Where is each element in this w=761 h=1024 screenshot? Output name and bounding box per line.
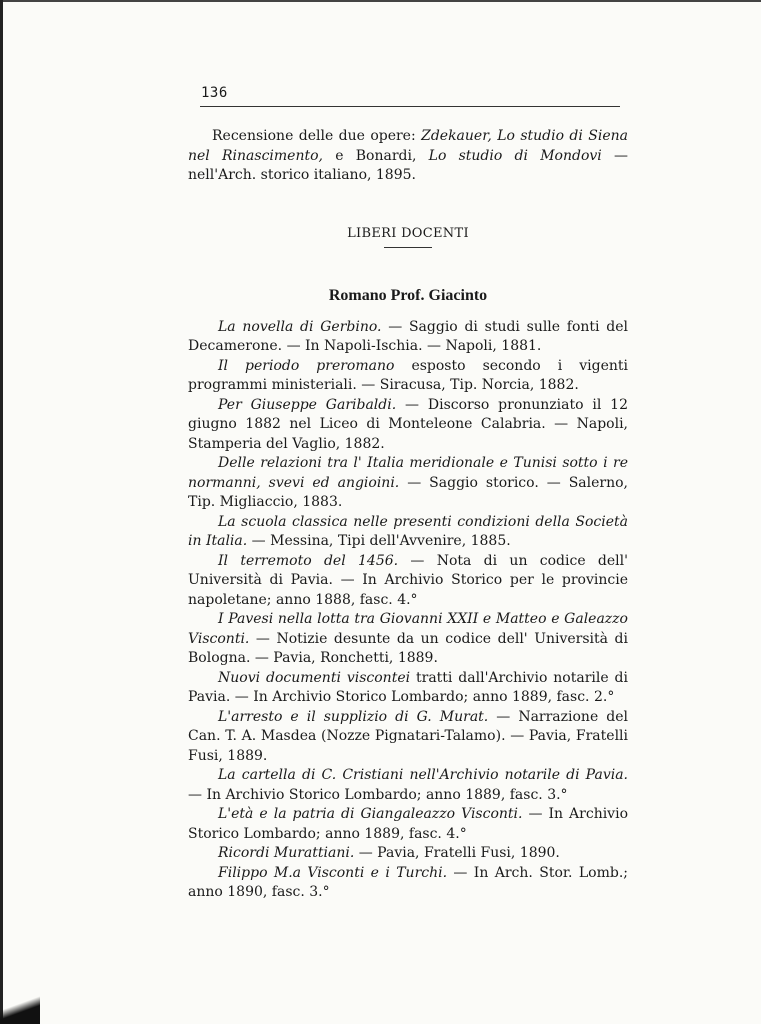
bibliography-list [188, 318, 628, 903]
entry-title: L'età e la patria di Giangaleazzo Visconti. [218, 806, 523, 822]
entry-title: La cartella di C. Cristiani nell'Archivio notarile di Pavia. [218, 767, 628, 783]
entry-title: L'arresto e il supplizio di G. Murat. [218, 708, 489, 725]
entry-details: — In Archivio Storico Lombardo; anno 1889, fasc. 3.° [188, 786, 568, 803]
entry-title: Per Giuseppe Garibaldi. [218, 396, 397, 413]
section-rule [384, 247, 432, 248]
entry-title: La novella di Gerbino. [218, 318, 382, 335]
bibliography-entry [188, 766, 628, 805]
entry-title: Il periodo preromano [218, 357, 395, 374]
entry-details: — Nota di un codice dell' Università di Pavia. — In Archivio Storico per le provincie napoletane; anno 1888, fasc. 4.° [188, 552, 628, 608]
section-title: LIBERI DOCENTI [347, 225, 469, 241]
entry-details: — Narrazione del Can. T. A. Masdea (Nozze Pignatari-Talamo). — Pavia, Fratelli Fusi, 1889. [188, 708, 628, 764]
entry-details: — In Arch. Stor. Lomb.; anno 1890, fasc. 3.° [188, 864, 628, 900]
intro-tail: — nell'Arch. storico italiano, 1895. [188, 147, 628, 183]
entry-details: — Notizie desunte da un codice dell' Università di Bologna. — Pavia, Ronchetti, 1889. [188, 630, 628, 666]
bibliography-entry [188, 513, 628, 552]
book-page [188, 84, 628, 903]
page-number: 136 [201, 85, 228, 101]
entry-details: esposto secondo i vigenti programmi ministeriali. — Siracusa, Tip. Norcia, 1882. [188, 357, 628, 393]
intro-lead: Recensione delle due opere: [212, 128, 422, 144]
entry-details: — Messina, Tipi dell'Avvenire, 1885. [247, 533, 511, 549]
entry-details: — Discorso pronunziato il 12 giugno 1882 nel Liceo di Monteleone Calabria. — Napoli, Stamperia del Vaglio, 1882. [188, 396, 628, 452]
intro-paragraph [188, 127, 628, 186]
entry-details: — Saggio di studi sulle fonti del Decamerone. — In Napoli-Ischia. — Napoli, 1881. [188, 318, 628, 354]
bibliography-entry [188, 708, 628, 767]
entry-details: — Pavia, Fratelli Fusi, 1890. [354, 845, 560, 861]
entry-details: tratti dall'Archivio notarile di Pavia. — In Archivio Storico Lombardo; anno 1889, fasc. 2.° [188, 669, 628, 705]
entry-title: Ricordi Murattiani. [218, 845, 355, 861]
intro-mid: e Bonardi, [322, 147, 429, 164]
bibliography-entry [188, 318, 628, 357]
author-heading: Romano Prof. Giacinto [328, 287, 488, 304]
entry-title: I Pavesi nella lotta tra Giovanni XXII e Matteo e Galeazzo Visconti. [188, 611, 628, 647]
bibliography-entry [188, 805, 628, 844]
scan-edge-left [0, 0, 3, 1024]
entry-title: Delle relazioni tra l' Italia meridionale e Tunisi sotto i re normanni, svevi ed angioini. [188, 455, 628, 491]
bibliography-entry [188, 396, 628, 455]
entry-details: — In Archivio Storico Lombardo; anno 1889, fasc. 4.° [188, 806, 629, 842]
header-rule [200, 106, 620, 107]
entry-title: Nuovi documenti viscontei [218, 669, 411, 686]
intro-title-2: Lo studio di Mondovi [428, 147, 602, 164]
bibliography-entry [188, 864, 628, 903]
entry-title: La scuola classica nelle presenti condizioni della Società in Italia. [188, 513, 628, 549]
bibliography-entry [188, 454, 628, 513]
entry-title: Filippo M.a Visconti e i Turchi. [218, 864, 448, 881]
bibliography-entry [188, 552, 628, 611]
scan-edge-top [0, 0, 761, 2]
entry-details: — Saggio storico. — Salerno, Tip. Migliaccio, 1883. [188, 474, 628, 510]
entry-title: Il terremoto del 1456. [218, 552, 399, 569]
bibliography-entry [188, 357, 628, 396]
bibliography-entry [188, 844, 628, 864]
bibliography-entry [188, 669, 628, 708]
scan-corner-shadow [0, 992, 40, 1024]
intro-title-1: Zdekauer, Lo studio di Siena nel Rinascimento, [188, 128, 628, 164]
bibliography-entry [188, 610, 628, 669]
